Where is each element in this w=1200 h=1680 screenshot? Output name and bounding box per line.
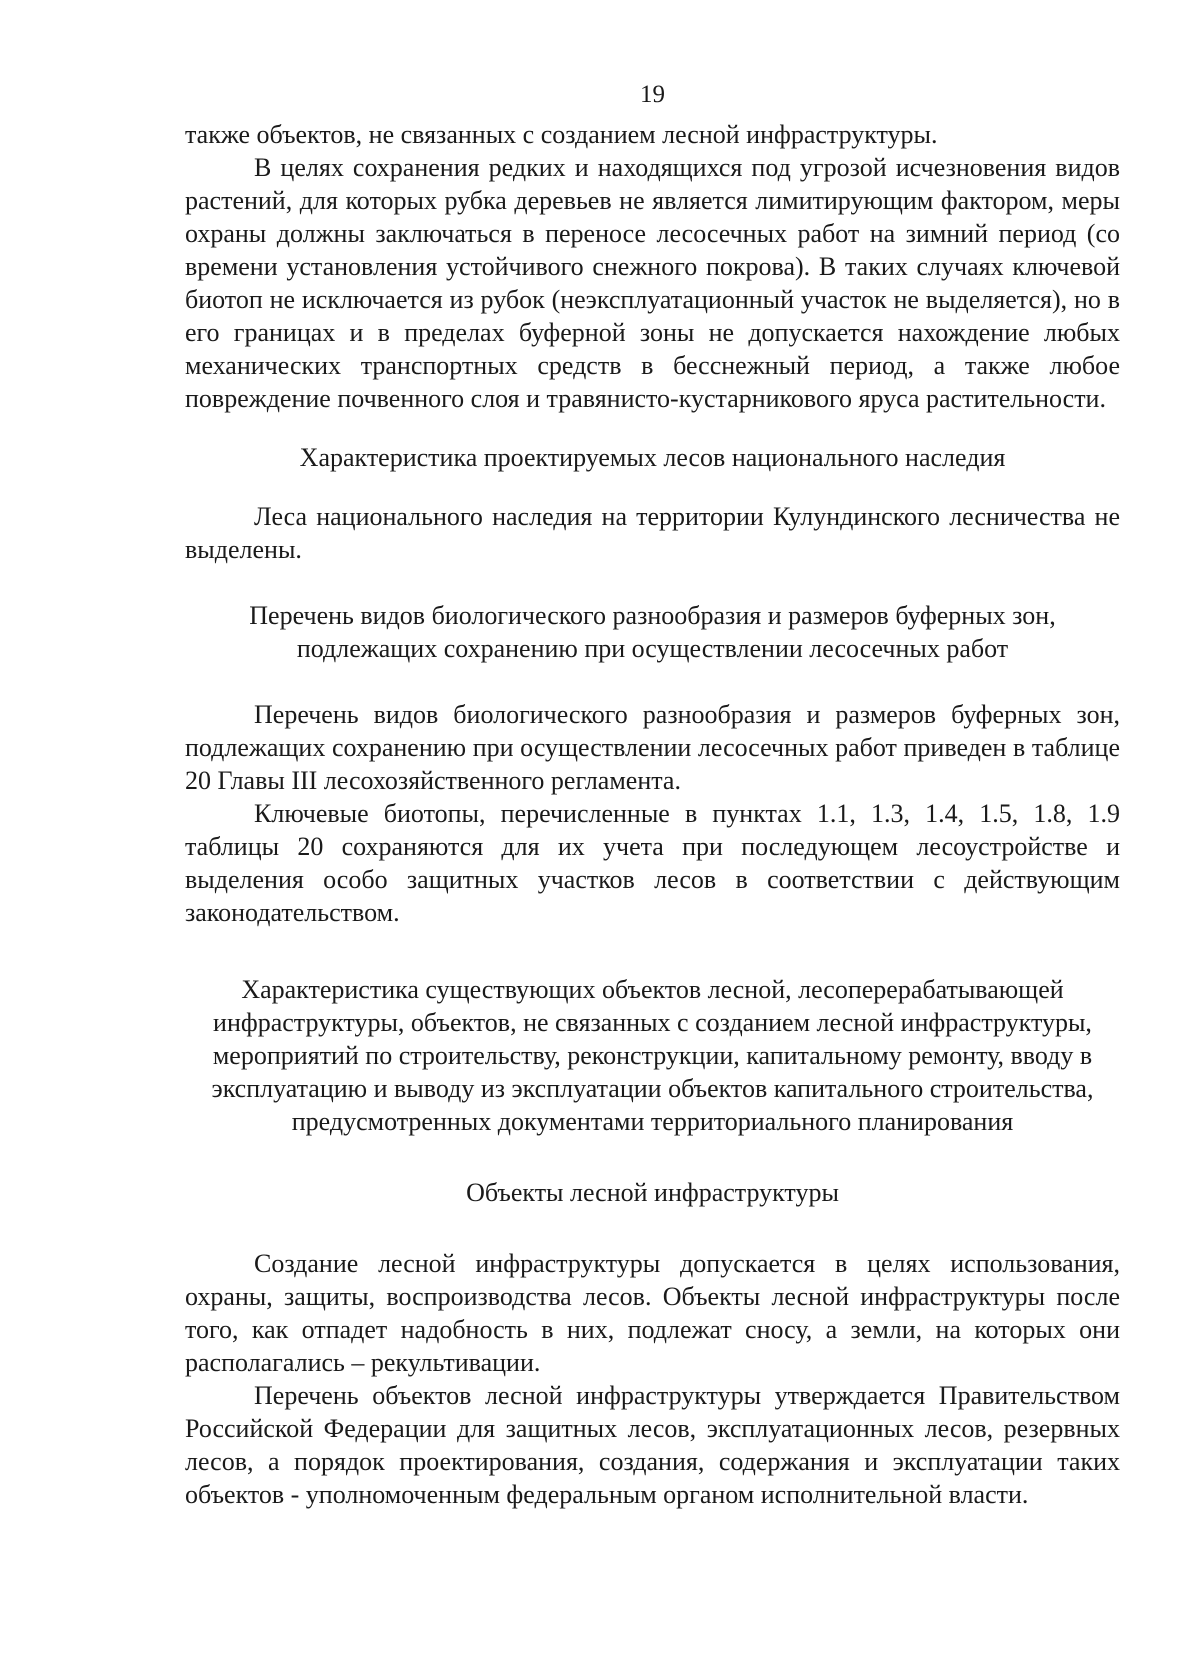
- paragraph-national-heritage: Леса национального наследия на территории Кулундинского лесничества не выделены.: [185, 502, 1120, 564]
- paragraph-key-biotopes: Ключевые биотопы, перечисленные в пунктах 1.1, 1.3, 1.4, 1.5, 1.8, 1.9 таблицы 20 сохраняются для их учета при последующем лесоустройстве и выделения особо защитных участков лесов в соответствии с действующим законодательством.: [185, 799, 1120, 927]
- paragraph-infrastructure-list: Перечень объектов лесной инфраструктуры утверждается Правительством Российской Федерации для защитных лесов, эксплуатационных лесов, резервных лесов, а порядок проектирования, создания, содержания и эксплуатации таких объектов - уполномоченным федеральным органом исполнительной власти.: [185, 1381, 1120, 1509]
- paragraph-biodiversity: Перечень видов биологического разнообразия и размеров буферных зон, подлежащих сохранению при осуществлении лесосечных работ приведен в таблице 20 Главы III лесохозяйственного регламента.: [185, 700, 1120, 795]
- heading-forest-infrastructure: Объекты лесной инфраструктуры: [466, 1178, 839, 1207]
- heading-national-heritage: Характеристика проектируемых лесов национального наследия: [299, 443, 1006, 472]
- heading-existing-infrastructure: Характеристика существующих объектов лесной, лесоперерабатывающей инфраструктуры, объектов, не связанных с созданием лесной инфраструктуры, мероприятий по строительству, реконструкции, капитальному ремонту, вводу в эксплуатацию и выводу из эксплуатации объектов капитального строительства, предусмотренных документами территориального планирования: [211, 975, 1094, 1136]
- paragraph-continuation: также объектов, не связанных с созданием лесной инфраструктуры.: [185, 120, 938, 149]
- paragraph-rare-species: В целях сохранения редких и находящихся под угрозой исчезновения видов растений, для которых рубка деревьев не является лимитирующим фактором, меры охраны должны заключаться в переносе лесосечных работ на зимний период (со времени установления устойчивого снежного покрова). В таких случаях ключевой биотоп не исключается из рубок (неэксплуатационный участок не выделяется), но в его границах и в пределах буферной зоны не допускается нахождение любых механических транспортных средств в бесснежный период, а также любое повреждение почвенного слоя и травянисто-кустарникового яруса растительности.: [185, 153, 1120, 413]
- page-number: 19: [640, 81, 665, 108]
- heading-biodiversity: Перечень видов биологического разнообразия и размеров буферных зон, подлежащих сохранению при осуществлении лесосечных работ: [249, 601, 1056, 663]
- paragraph-infrastructure-creation: Создание лесной инфраструктуры допускается в целях использования, охраны, защиты, воспроизводства лесов. Объекты лесной инфраструктуры после того, как отпадет надобность в них, подлежат сносу, а земли, на которых они располагались – рекультивации.: [185, 1249, 1120, 1377]
